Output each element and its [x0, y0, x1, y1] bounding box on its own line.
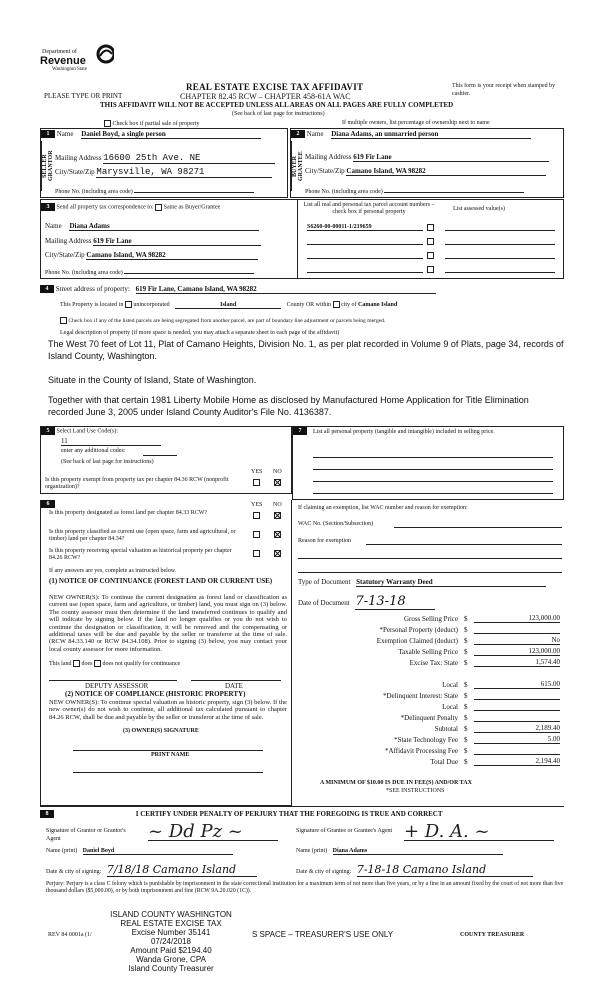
- dept-line1: Department of: [42, 49, 77, 55]
- land-use-label: Select Land Use Code(s):: [56, 428, 118, 435]
- city-value[interactable]: Camano Island: [358, 301, 398, 308]
- section-7: [292, 426, 564, 500]
- tax-row-value[interactable]: 123,000.00: [474, 614, 560, 623]
- wac-label: WAC No. (Section/Subsection): [298, 521, 374, 527]
- historic-no-checkbox[interactable]: [274, 550, 281, 557]
- tax-row: [300, 733, 562, 744]
- grantor-date-city[interactable]: 7/18/18 Camano Island: [107, 863, 257, 877]
- assessed-value-4[interactable]: [445, 272, 555, 273]
- buyer-city-label: City/State/Zip: [305, 167, 345, 175]
- dept-line2: Revenue: [40, 55, 86, 67]
- stamp-line-3: Excise Number 35141: [131, 928, 211, 937]
- assessed-value-3[interactable]: [445, 258, 555, 259]
- seller-mailing-label: Mailing Address: [55, 154, 102, 162]
- tax-row-label: Total Due: [430, 758, 458, 766]
- legal-description-1: The West 70 feet of Lot 11, Plat of Camano Heights, Division No. 1, as per plat recorded in Volume 9 of Plats, page 34, records of Island County, Washington.: [48, 339, 564, 361]
- tax-calculation: [300, 612, 562, 766]
- doc-type-value[interactable]: Statutory Warranty Deed: [356, 578, 546, 587]
- tax-row: [300, 678, 562, 689]
- parcel-2[interactable]: [307, 244, 423, 245]
- parcel-2-personal-checkbox[interactable]: [427, 238, 434, 245]
- parcel-number[interactable]: S6260-00-00011-1/219659: [307, 224, 423, 231]
- seller-section: [40, 128, 288, 198]
- tax-row-value[interactable]: [474, 633, 560, 634]
- exemption-label: If claiming an exemption, list WAC number and reason for exemption:: [298, 505, 468, 511]
- tax-row-value[interactable]: [474, 754, 560, 755]
- sec3-mailing-label: Mailing Address: [45, 237, 92, 245]
- sec3-mailing[interactable]: 619 Fir Lane: [93, 237, 261, 246]
- tax-row-label: *Personal Property (deduct): [379, 626, 458, 634]
- stamp-line-2: REAL ESTATE EXCISE TAX: [120, 919, 222, 928]
- sec3-city[interactable]: Camano Island, WA 98282: [86, 251, 258, 260]
- if-any-note: If any answers are yes, complete as instructed below.: [49, 568, 177, 574]
- tax-row-value[interactable]: [474, 721, 560, 722]
- grantee-date-city[interactable]: 7-18-18 Camano Island: [357, 863, 533, 877]
- sec6-yes-header: YES: [251, 502, 263, 508]
- section-3: [40, 199, 564, 279]
- grantee-print-name[interactable]: Diana Adams: [333, 848, 503, 855]
- does-label: does: [81, 660, 93, 667]
- tax-row-label: *State Technology Fee: [394, 736, 458, 744]
- grantee-sig-label: Signature of Grantee or Grantee's Agent: [296, 828, 393, 834]
- treasurer-stamp: [96, 910, 246, 973]
- does-not-label: does not qualify for continuance: [102, 660, 181, 667]
- tax-row-label: Subtotal: [434, 725, 458, 733]
- tax-row-value[interactable]: [474, 710, 560, 711]
- forest-question: Is this property designated as forest land per chapter 84.33 RCW?: [49, 510, 208, 516]
- historic-question: Is this property receiving special valuation as historical property per chapter 84.26 RCW?: [49, 548, 232, 561]
- tax-row: [300, 634, 562, 645]
- certify-statement: I CERTIFY UNDER PENALTY OF PERJURY THAT THE FOREGOING IS TRUE AND CORRECT: [135, 810, 443, 818]
- seller-city[interactable]: Marysville, WA 98271: [96, 167, 272, 178]
- does-not-checkbox[interactable]: [94, 660, 101, 667]
- grantor-print-name[interactable]: Daniel Boyd: [83, 848, 233, 855]
- deputy-assessor-label: DEPUTY ASSESSOR: [85, 682, 149, 690]
- chapter-line: CHAPTER 82.45 RCW – CHAPTER 458-61A WAC: [180, 92, 351, 101]
- buyer-name[interactable]: Diana Adams, an unmarried person: [331, 130, 531, 139]
- county-treasurer-label: COUNTY TREASURER: [460, 932, 525, 938]
- doc-date-value[interactable]: 7-13-18: [355, 594, 435, 610]
- tax-row: [300, 667, 562, 678]
- continuance-row: [49, 660, 180, 667]
- personal-property-label: List all personal property (tangible and intangible) included in selling price.: [313, 429, 495, 435]
- sec3-city-label: City/State/Zip: [45, 251, 85, 259]
- exempt-no-checkbox[interactable]: [274, 479, 281, 486]
- grantor-sig-label: Signature of Grantor or Grantor's Agent: [46, 828, 126, 842]
- parcel-3[interactable]: [307, 258, 423, 259]
- assessed-value-1[interactable]: [445, 230, 555, 231]
- same-as-buyer-checkbox[interactable]: [155, 204, 162, 211]
- grantor-date-row: [46, 863, 257, 877]
- grantor-signature[interactable]: ~ Dd Pz ~: [148, 821, 278, 841]
- street-label: Street address of property:: [55, 285, 130, 293]
- sec3-phone-label: Phone No. (including area code): [45, 270, 123, 276]
- minimum-note: A MINIMUM OF $10.00 IS DUE IN FEE(S) AND/OR TAX: [320, 780, 472, 786]
- parcel-3-personal-checkbox[interactable]: [427, 252, 434, 259]
- grantor-name-row: [46, 848, 233, 855]
- county-value[interactable]: Island: [175, 302, 281, 309]
- tax-row-value[interactable]: 1,574.40: [474, 658, 560, 667]
- tax-row-currency: $: [464, 615, 468, 623]
- land-use-code[interactable]: 11: [61, 437, 161, 446]
- parcel-header: List all real and personal tax parcel account numbers – check box if personal property: [303, 202, 435, 215]
- section-2-badge: 2: [291, 130, 305, 138]
- tax-row-label: Local: [442, 681, 458, 689]
- tax-row-currency: $: [464, 692, 468, 700]
- form-number: REV 84 0001a (1/: [48, 932, 92, 938]
- same-as-buyer-label: Same as Buyer/Grantee: [163, 204, 221, 211]
- notice1-text: NEW OWNER(S): To continue the current designation as forest land or classification as current use (open space, farm and agriculture, or timber) land, you must sign on (3) below. The county assessor must then determine if the land transferred continues to qualify and will indicate by signing below. If the land no longer qualifies or you do not wish to continue the designation or classification, it will be removed and the compensating or additional taxes will be due and payable by the seller or transferor at the time of sale. (RCW 84.33.140 or RCW 84.34.108). Prior to signing (3) below, you may contact your local county assessor for more information.: [49, 594, 287, 653]
- tax-row: [300, 755, 562, 766]
- exempt-yes-checkbox[interactable]: [253, 479, 260, 486]
- seller-name-label: Name: [56, 130, 74, 138]
- owner-signature-label: (3) OWNER(S) SIGNATURE: [123, 728, 199, 734]
- street-row: [40, 285, 436, 294]
- grantee-name-row: [296, 848, 503, 855]
- doc-date-row: [298, 594, 435, 610]
- tax-row: [300, 645, 562, 656]
- section-5: [40, 426, 292, 494]
- buyer-mailing-label: Mailing Address: [305, 153, 352, 161]
- tax-row: [300, 612, 562, 623]
- treasurer-use-label: S SPACE – TREASURER'S USE ONLY: [252, 930, 394, 939]
- notice2-title: (2) NOTICE OF COMPLIANCE (HISTORIC PROPERTY): [65, 690, 246, 698]
- buyer-phone[interactable]: [384, 186, 524, 193]
- parcel-4[interactable]: [307, 272, 423, 273]
- tax-row-label: Local: [442, 703, 458, 711]
- tax-row-value[interactable]: 615.00: [474, 680, 560, 689]
- tax-row-currency: $: [464, 681, 468, 689]
- send-correspondence-label: Send all property tax correspondence to:: [56, 204, 154, 211]
- multiple-owners-note: If multiple owners, list percentage of ownership next to name: [342, 120, 490, 126]
- tax-row-currency: $: [464, 758, 468, 766]
- see-instructions: *SEE INSTRUCTIONS: [386, 788, 445, 794]
- notice2-text: NEW OWNER(S): To continue special valuation as historic property, sign (3) below. If the new owner(s) do not wish to continue, all additional tax calculated pursuant to chapter 84.26 RCW, shall be due and payable by the seller or transferor at the time of sale.: [49, 699, 287, 721]
- sec3-name[interactable]: Diana Adams: [69, 222, 259, 231]
- assessed-header: List assessed value(s): [453, 206, 505, 212]
- tax-row-currency: $: [464, 637, 468, 645]
- tax-row: [300, 689, 562, 700]
- exempt-question: Is this property exempt from property tax per chapter 84.36 RCW (nonprofit organization)?: [45, 477, 229, 490]
- tax-row-value[interactable]: No: [474, 636, 560, 645]
- grantee-name-label: Name (print): [296, 848, 328, 854]
- segregated-checkbox[interactable]: [60, 317, 67, 324]
- section-4-badge: 4: [40, 285, 54, 293]
- street-address[interactable]: 619 Fir Lane, Camano Island, WA 98282: [136, 285, 436, 294]
- tax-row-currency: $: [464, 736, 468, 744]
- sec5-yes-header: YES: [251, 469, 263, 475]
- city-of-label: city of: [341, 301, 357, 308]
- stamp-line-1: ISLAND COUNTY WASHINGTON: [110, 910, 232, 919]
- tax-row-label: Gross Selling Price: [403, 615, 458, 623]
- tax-row-label: Taxable Selling Price: [398, 648, 458, 656]
- unincorporated-checkbox[interactable]: [125, 301, 132, 308]
- tax-row-currency: $: [464, 725, 468, 733]
- seller-side-label: SELLER GRANTOR: [41, 141, 51, 191]
- tax-row-currency: $: [464, 648, 468, 656]
- partial-sale-checkbox[interactable]: [104, 120, 111, 127]
- seller-mailing[interactable]: 16600 25th Ave. NE: [103, 153, 275, 164]
- legal-description-3: Together with that certain 1981 Liberty Mobile Home as disclosed by Manufactured Home Application for Title Elimination recorded June 3, 2005 under Island County Auditor's File No. 4136387.: [48, 395, 529, 417]
- tax-row: [300, 711, 562, 722]
- tax-row-currency: $: [464, 714, 468, 722]
- tax-row-value[interactable]: 2,189.40: [474, 724, 560, 733]
- seller-phone[interactable]: [134, 186, 254, 193]
- grantee-date-label: Date & city of signing:: [296, 869, 352, 875]
- tax-row-currency: $: [464, 703, 468, 711]
- grantee-signature[interactable]: + D. A. ~: [404, 821, 554, 841]
- tax-row-currency: $: [464, 659, 468, 667]
- current-use-question: Is this property classified as current use (open space, farm and agricultural, or timber) land per chapter 84.34?: [49, 529, 236, 542]
- buyer-section: [290, 128, 564, 198]
- tax-row-label: Excise Tax: State: [409, 659, 458, 667]
- segregated-label: Check box if any of the listed parcels are being segregated from another parcel, are part of boundary line adjustment or parcels being merged.: [68, 317, 386, 324]
- tax-row-value[interactable]: [474, 699, 560, 700]
- tax-row: [300, 700, 562, 711]
- sec5-see-back: (See back of last page for instructions): [61, 459, 154, 465]
- perjury-note: Perjury: Perjury is a class C felony which is punishable by imprisonment in the state correctional institution for a maximum term of not more than five years, or by a fine in an amount fixed by the court of not more than five thousand dollars ($5,000.00), or by both imprisonment and fine (RCW 9A.20.020 (1C)).: [46, 881, 564, 894]
- buyer-name-label: Name: [306, 130, 324, 138]
- stamp-line-7: Island County Treasurer: [128, 964, 214, 973]
- section-6: [40, 500, 292, 806]
- tax-row: [300, 744, 562, 755]
- parcel-4-personal-checkbox[interactable]: [427, 266, 434, 273]
- forest-yes-checkbox[interactable]: [253, 512, 260, 519]
- tax-row-label: *Delinquent Interest: State: [382, 692, 458, 700]
- wac-field[interactable]: [394, 527, 562, 528]
- forest-no-checkbox[interactable]: [274, 512, 281, 519]
- section-5-badge: 5: [41, 427, 55, 435]
- tax-row-label: *Affidavit Processing Fee: [385, 747, 458, 755]
- doc-date-label: Date of Document: [298, 599, 350, 607]
- stamp-line-5: Amount Paid $2194.40: [130, 946, 212, 955]
- reason-field[interactable]: [366, 544, 562, 545]
- sec6-no-header: NO: [273, 502, 282, 508]
- additional-codes-field[interactable]: [143, 455, 177, 456]
- section-6-badge: 6: [41, 500, 55, 508]
- doc-type-row: [298, 578, 546, 587]
- located-label: This Property is located in: [60, 301, 124, 308]
- tax-row-currency: $: [464, 626, 468, 634]
- see-back-line: (See back of last page for instructions): [232, 111, 325, 117]
- grantor-date-label: Date & city of signing:: [46, 869, 102, 875]
- section-3-badge: 3: [41, 203, 55, 211]
- buyer-side-label: BUYER GRANTEE: [291, 141, 301, 191]
- current-use-no-checkbox[interactable]: [274, 531, 281, 538]
- warning-line: THIS AFFIDAVIT WILL NOT BE ACCEPTED UNLESS ALL AREAS ON ALL PAGES ARE FULLY COMPLETED: [100, 101, 454, 109]
- notice1-title: (1) NOTICE OF CONTINUANCE (FOREST LAND OR CURRENT USE): [49, 577, 273, 585]
- partial-sale-row: [104, 120, 199, 127]
- segregated-row: [60, 317, 385, 324]
- sec5-no-header: NO: [273, 469, 282, 475]
- buyer-phone-label: Phone No. (including area code): [305, 189, 383, 195]
- section-8: [40, 806, 564, 894]
- seller-name[interactable]: Daniel Boyd, a single person: [81, 130, 261, 139]
- form-title: REAL ESTATE EXCISE TAX AFFIDAVIT: [186, 82, 364, 92]
- tax-row-label: *Delinquent Penalty: [400, 714, 458, 722]
- tax-row: [300, 656, 562, 667]
- tax-row-value[interactable]: 123,000.00: [474, 647, 560, 656]
- this-land-label: This land: [49, 660, 72, 667]
- doc-type-label: Type of Document: [298, 578, 351, 586]
- unincorporated-label: unincorporated: [133, 301, 170, 308]
- grantee-date-row: [296, 863, 533, 877]
- receipt-note: This form is your receipt when stamped by cashier.: [452, 83, 556, 97]
- legal-label: Legal description of property (if more space is needed, you may attach a separate sheet to each page of the affidavit): [60, 330, 340, 336]
- assessed-value-2[interactable]: [445, 244, 555, 245]
- section-7-badge: 7: [293, 427, 307, 435]
- stamp-line-6: Wanda Grone, CPA: [136, 955, 206, 964]
- seller-phone-label: Phone No. (including area code): [55, 189, 133, 195]
- legal-description-2: Situate in the County of Island, State of Washington.: [48, 375, 257, 385]
- historic-yes-checkbox[interactable]: [253, 550, 260, 557]
- additional-codes-label: enter any additional codes:: [61, 448, 126, 454]
- dept-line3: Washington State: [52, 67, 88, 72]
- buyer-city[interactable]: Camano Island, WA 98282: [346, 167, 546, 176]
- grantor-name-label: Name (print): [46, 848, 78, 854]
- buyer-mailing[interactable]: 619 Fir Lane: [353, 153, 549, 162]
- tax-row-value[interactable]: 2,194.40: [474, 757, 560, 766]
- partial-sale-label: Check box if partial sale of property: [112, 120, 200, 127]
- tax-row-value[interactable]: 5.00: [474, 735, 560, 744]
- tax-row-currency: $: [464, 747, 468, 755]
- city-of-checkbox[interactable]: [333, 301, 340, 308]
- date-label: DATE: [225, 682, 243, 690]
- tax-row: [300, 623, 562, 634]
- please-type: PLEASE TYPE OR PRINT: [44, 92, 123, 100]
- current-use-yes-checkbox[interactable]: [253, 531, 260, 538]
- tax-row: [300, 722, 562, 733]
- print-name-label: PRINT NAME: [151, 752, 190, 758]
- county-or-label: County OR within: [286, 301, 331, 308]
- section-1-badge: 1: [41, 130, 55, 138]
- located-row: [60, 301, 397, 309]
- stamp-line-4: 07/24/2018: [150, 937, 192, 946]
- reason-label: Reason for exemption: [298, 538, 351, 544]
- tax-row-label: Exemption Claimed (deduct): [376, 637, 458, 645]
- seller-city-label: City/State/Zip: [55, 168, 95, 176]
- sec3-phone[interactable]: [124, 267, 254, 274]
- parcel-1-personal-checkbox[interactable]: [427, 224, 434, 231]
- sec3-name-label: Name: [45, 222, 62, 230]
- section-8-badge: 8: [40, 810, 54, 818]
- does-checkbox[interactable]: [73, 660, 80, 667]
